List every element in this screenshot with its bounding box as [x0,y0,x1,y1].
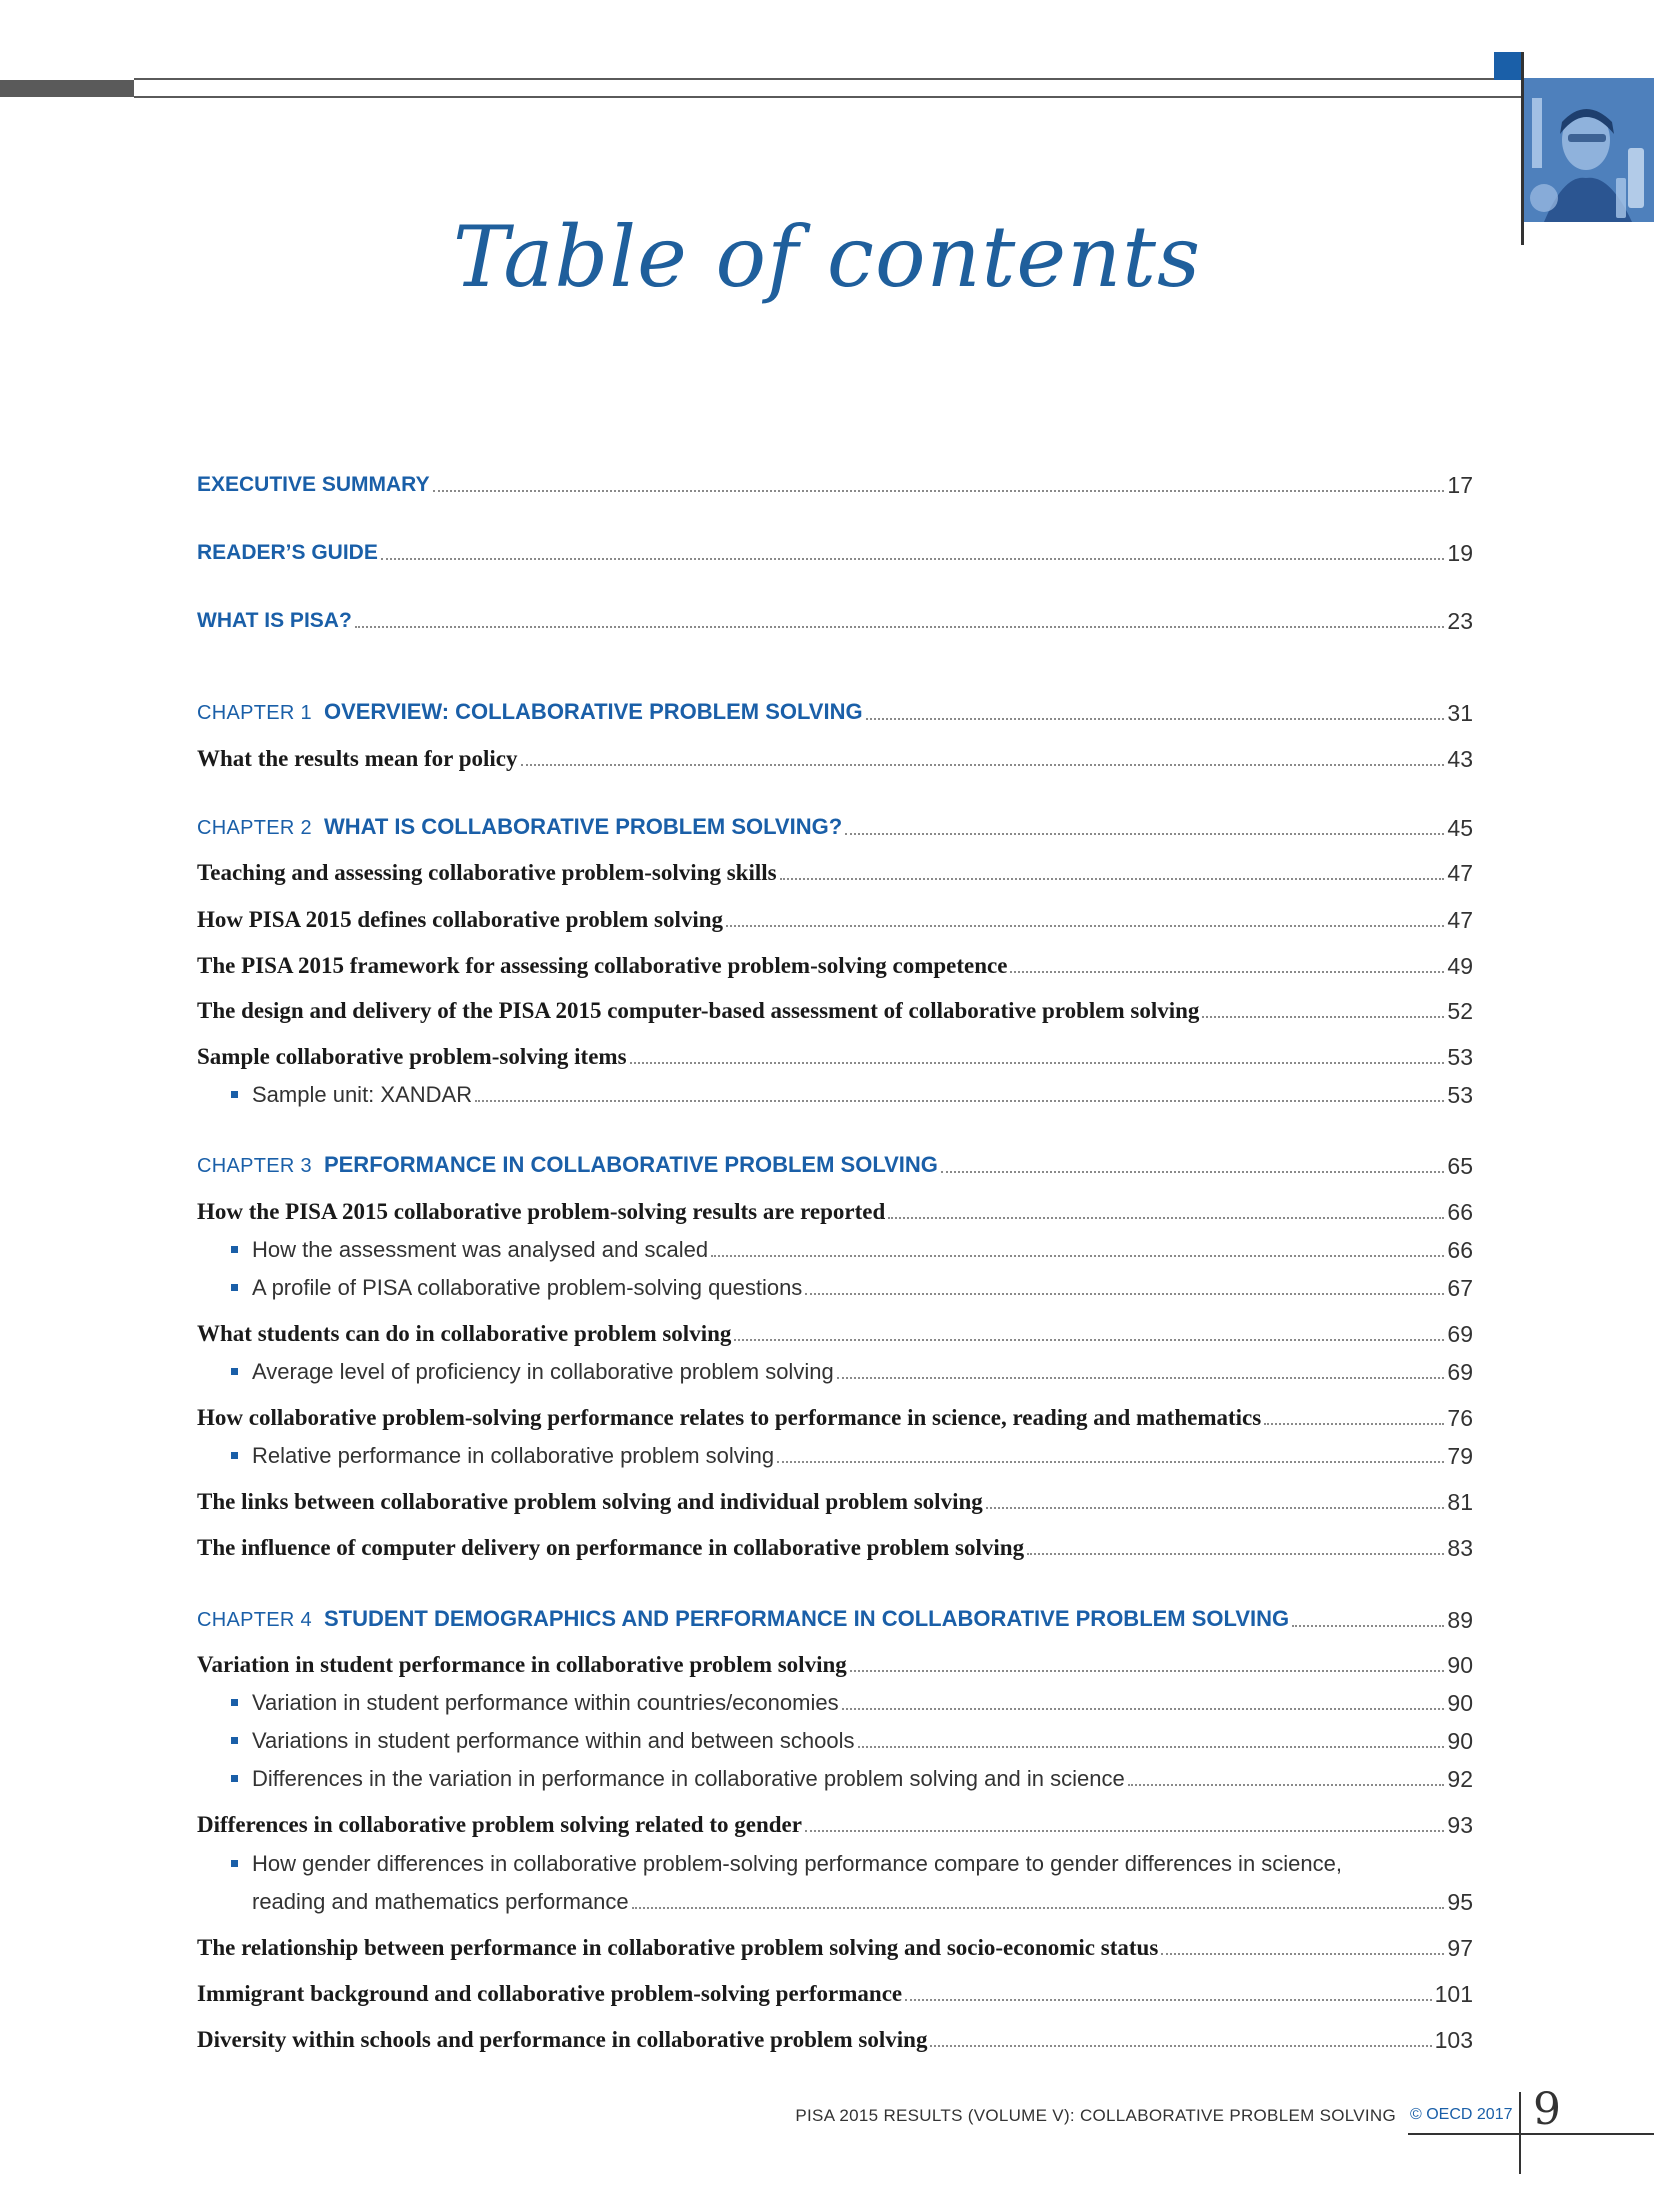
toc-entry-label: Variations in student performance within and between schools [252,1728,855,1753]
chapter-label: CHAPTER 2 [197,817,312,839]
header-bar-dark [0,80,134,97]
toc-entry-h2[interactable] [197,990,1473,1026]
toc-heading: The PISA 2015 framework for assessing collaborative problem-solving competence [197,953,1008,978]
toc-page-number: 97 [1447,1935,1473,1961]
toc-heading: The links between collaborative problem solving and individual problem solving [197,1489,983,1514]
square-bullet-icon [231,1775,238,1782]
toc-entry-sub[interactable] [197,1351,1473,1387]
chapter-title: PERFORMANCE IN COLLABORATIVE PROBLEM SOLVING [323,1152,938,1177]
toc-heading: What the results mean for policy [197,746,518,771]
toc-entry-h2[interactable] [197,945,1473,981]
toc-page-number: 43 [1447,746,1473,772]
square-bullet-icon [231,1091,238,1098]
toc-heading: How the PISA 2015 collaborative problem-solving results are reported [197,1199,886,1224]
dot-leader [845,832,1444,835]
toc-entry-chap[interactable] [197,1599,1473,1635]
toc-heading: Diversity within schools and performance in collaborative problem solving [197,2027,928,2052]
dot-leader [805,1829,1444,1832]
toc-heading: The design and delivery of the PISA 2015 computer-based assessment of collaborative problem solving [197,998,1200,1023]
dot-leader [521,763,1445,766]
chapter-label: CHAPTER 4 [197,1609,312,1631]
dot-leader [805,1292,1444,1295]
toc-subentry-text [231,1235,708,1265]
toc-chapter-heading [197,696,863,728]
header-rule-bottom [134,96,1526,98]
toc-entry-label: Relative performance in collaborative problem solving [252,1443,775,1468]
toc-entry-h2[interactable] [197,852,1473,888]
toc-page-number: 53 [1447,1082,1473,1108]
toc-entry-sub[interactable] [197,1758,1473,1794]
toc-entry-label: Differences in the variation in performance in collaborative problem solving and in science [252,1766,1125,1791]
toc-page-number: 53 [1447,1044,1473,1070]
toc-page-number: 79 [1447,1443,1473,1469]
toc-page-number: 89 [1447,1607,1473,1633]
footer-vertical-rule [1519,2092,1521,2174]
toc-entry-sec[interactable] [197,600,1473,636]
toc-entry-h2[interactable] [197,899,1473,935]
header-rule-top [134,78,1526,80]
toc-entry-sub[interactable] [197,1229,1473,1265]
dot-leader [930,2044,1431,2047]
chapter-label: CHAPTER 3 [197,1155,312,1177]
square-bullet-icon [231,1452,238,1459]
toc-subentry-text [231,1849,1342,1879]
dot-leader [1264,1422,1444,1425]
toc-page-number: 65 [1447,1153,1473,1179]
toc-heading: How PISA 2015 defines collaborative problem solving [197,907,724,932]
toc-entry-sub[interactable] [197,1720,1473,1756]
toc-page-number: 47 [1447,860,1473,886]
toc-page-number: 69 [1447,1359,1473,1385]
toc-page-number: 81 [1447,1489,1473,1515]
toc-page-number: 52 [1447,998,1473,1024]
toc-page-number: 93 [1447,1812,1473,1838]
toc-section-heading: READER’S GUIDE [197,541,378,564]
toc-entry-sub-line1[interactable] [197,1843,1473,1879]
toc-entry-sub[interactable] [197,1682,1473,1718]
toc-page-number: 66 [1447,1199,1473,1225]
toc-page-number: 90 [1447,1728,1473,1754]
chapter-title: WHAT IS COLLABORATIVE PROBLEM SOLVING? [323,814,843,839]
dot-leader [433,489,1445,492]
dot-leader [858,1745,1445,1748]
toc-entry-label: How gender differences in collaborative problem-solving performance compare to gender differences in science, [252,1851,1342,1876]
toc-entry-h2[interactable] [197,1927,1473,1963]
toc-page-number: 49 [1447,953,1473,979]
toc-page-number: 19 [1447,540,1473,566]
toc-entry-chap[interactable] [197,692,1473,728]
toc-subentry-text [231,1688,839,1718]
dot-leader [1202,1015,1444,1018]
toc-entry-h2[interactable] [197,2019,1473,2055]
toc-page-number: 47 [1447,907,1473,933]
toc-subentry-text [231,1441,774,1471]
dot-leader [842,1707,1445,1710]
dot-leader [1128,1783,1445,1786]
toc-entry-h2[interactable] [197,1973,1473,2009]
toc-heading: The influence of computer delivery on performance in collaborative problem solving [197,1535,1025,1560]
toc-entry-label: Sample unit: XANDAR [252,1082,473,1107]
dot-leader [837,1376,1445,1379]
toc-section-heading: WHAT IS PISA? [197,609,352,632]
dot-leader [780,877,1445,880]
chapter-label: CHAPTER 1 [197,702,312,724]
dot-leader [726,924,1444,927]
square-bullet-icon [231,1699,238,1706]
toc-entry-sub[interactable] [197,1074,1473,1110]
toc-page-number: 92 [1447,1766,1473,1792]
toc-entry-h2[interactable] [197,1313,1473,1349]
dot-leader [1010,970,1444,973]
toc-chapter-heading [197,1603,1289,1635]
dot-leader [850,1669,1445,1672]
toc-subentry-continuation: reading and mathematics performance [252,1889,629,1914]
toc-page-number: 90 [1447,1690,1473,1716]
toc-entry-label: Variation in student performance within countries/economies [252,1690,839,1715]
footer-copyright: © OECD 2017 [1410,2106,1513,2123]
dot-leader [632,1906,1445,1909]
square-bullet-icon [231,1860,238,1867]
toc-page-number: 83 [1447,1535,1473,1561]
toc-entry-sub[interactable] [197,1267,1473,1303]
header-photo-image [1524,78,1654,222]
toc-entry-h2[interactable] [197,1397,1473,1433]
toc-entry-h2[interactable] [197,1644,1473,1680]
dot-leader [1161,1952,1444,1955]
toc-entry-h2[interactable] [197,1036,1473,1072]
dot-leader [630,1061,1445,1064]
toc-page-number: 17 [1447,472,1473,498]
toc-page-number: 67 [1447,1275,1473,1301]
page-number: 9 [1533,2084,1561,2135]
toc-entry-sec[interactable] [197,464,1473,500]
dot-leader [777,1460,1444,1463]
dot-leader [986,1506,1445,1509]
toc-entry-subwrap[interactable] [197,1881,1473,1917]
toc-entry-label: Average level of proficiency in collaborative problem solving [252,1359,834,1384]
toc-subentry-text [231,1726,855,1756]
toc-page-number: 101 [1434,1981,1473,2007]
dot-leader [941,1170,1444,1173]
footer-rule [1408,2133,1654,2135]
toc-subentry-text [231,1357,834,1387]
toc-page-number: 31 [1447,700,1473,726]
toc-chapter-heading [197,1149,938,1181]
toc-heading: Differences in collaborative problem solving related to gender [197,1812,802,1837]
dot-leader [475,1099,1444,1102]
footer-publication-title: PISA 2015 RESULTS (VOLUME V): COLLABORATIVE PROBLEM SOLVING [795,2106,1396,2125]
toc-heading: Variation in student performance in collaborative problem solving [197,1652,847,1677]
dot-leader [355,625,1445,628]
toc-subentry-text [231,1273,802,1303]
chapter-title: STUDENT DEMOGRAPHICS AND PERFORMANCE IN COLLABORATIVE PROBLEM SOLVING [323,1606,1290,1631]
dot-leader [711,1254,1444,1257]
toc-entry-chap[interactable] [197,1145,1473,1181]
toc-heading: How collaborative problem-solving performance relates to performance in science, reading and mathematics [197,1405,1262,1430]
dot-leader [734,1338,1444,1341]
dot-leader [1292,1624,1444,1627]
toc-page-number: 103 [1434,2027,1473,2053]
toc-page-number: 69 [1447,1321,1473,1347]
toc-heading: What students can do in collaborative problem solving [197,1321,732,1346]
toc-subentry-text [231,1080,472,1110]
square-bullet-icon [231,1246,238,1253]
toc-page-number: 66 [1447,1237,1473,1263]
dot-leader [381,557,1445,560]
square-bullet-icon [231,1368,238,1375]
toc-page-number: 76 [1447,1405,1473,1431]
toc-entry-sec[interactable] [197,532,1473,568]
toc-heading: Teaching and assessing collaborative problem-solving skills [197,860,777,885]
dot-leader [866,717,1445,720]
toc-heading: Immigrant background and collaborative problem-solving performance [197,1981,903,2006]
toc-entry-h2[interactable] [197,1481,1473,1517]
square-bullet-icon [231,1737,238,1744]
toc-entry-label: A profile of PISA collaborative problem-solving questions [252,1275,803,1300]
toc-entry-h2[interactable] [197,1527,1473,1563]
dot-leader [888,1216,1444,1219]
toc-heading: The relationship between performance in collaborative problem solving and socio-economic status [197,1935,1159,1960]
toc-entry-chap[interactable] [197,807,1473,843]
chapter-title: OVERVIEW: COLLABORATIVE PROBLEM SOLVING [323,699,863,724]
toc-section-heading: EXECUTIVE SUMMARY [197,473,430,496]
toc-chapter-heading [197,811,842,843]
toc-page-number: 23 [1447,608,1473,634]
dot-leader [1027,1552,1444,1555]
header-blue-square [1494,52,1522,80]
toc-entry-h2[interactable] [197,1804,1473,1840]
toc-entry-h2[interactable] [197,738,1473,774]
toc-page-number: 45 [1447,815,1473,841]
toc-subentry-text [231,1764,1125,1794]
toc-entry-sub[interactable] [197,1435,1473,1471]
toc-page-number: 90 [1447,1652,1473,1678]
toc-heading: Sample collaborative problem-solving items [197,1044,627,1069]
square-bullet-icon [231,1284,238,1291]
page-title: Table of contents [452,208,1202,306]
toc-entry-h2[interactable] [197,1191,1473,1227]
dot-leader [905,1998,1432,2001]
toc-page-number: 95 [1447,1889,1473,1915]
toc-entry-label: How the assessment was analysed and scaled [252,1237,709,1262]
